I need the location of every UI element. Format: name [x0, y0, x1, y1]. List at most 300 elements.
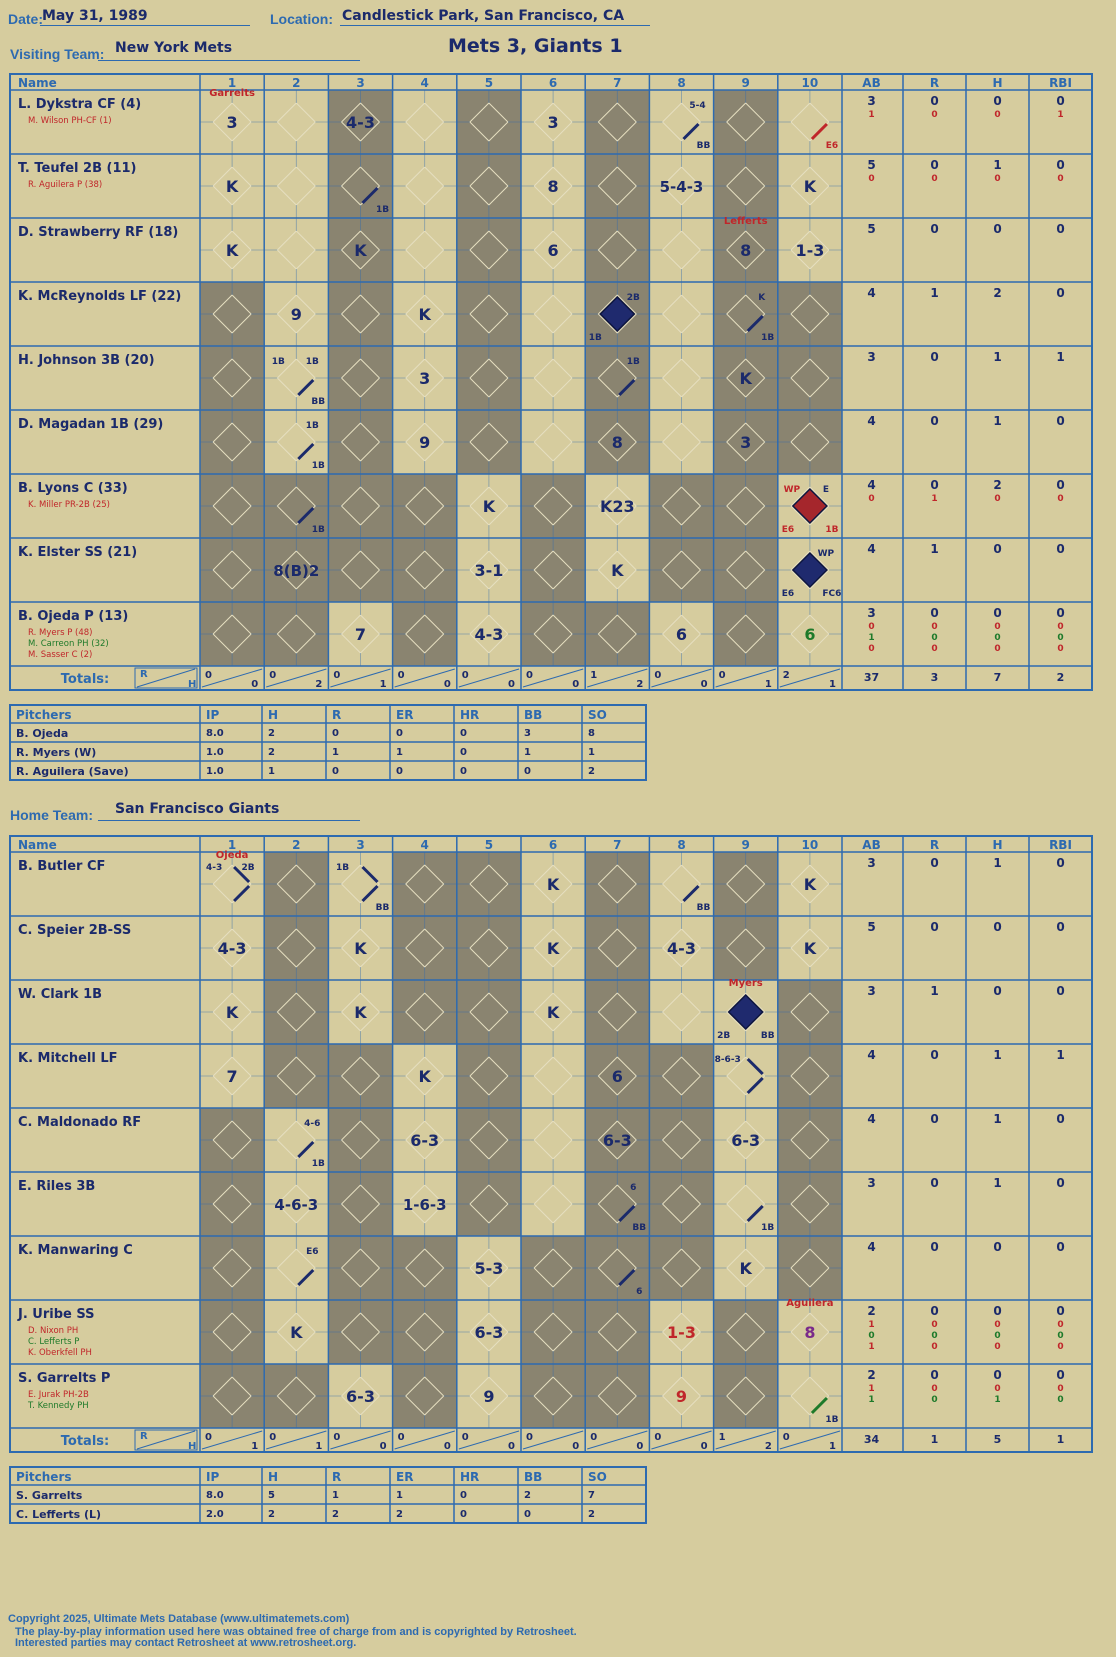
- play-annotation: E6: [781, 525, 795, 535]
- stat-header: AB: [862, 838, 881, 852]
- stat-value: 1: [930, 984, 939, 998]
- play-result: 6: [675, 625, 688, 644]
- home-team-name: San Francisco Giants: [115, 801, 280, 817]
- pitcher-stat: 1: [268, 766, 275, 777]
- play-result: 3: [226, 113, 238, 132]
- stat-value: 0: [993, 222, 1002, 236]
- inning-header: 2: [292, 76, 301, 90]
- stat-value: 1: [993, 1112, 1002, 1126]
- pitchers-header-cell: SO: [588, 1470, 607, 1484]
- inning-runs: 0: [205, 1432, 212, 1443]
- inning-runs: 0: [461, 1432, 469, 1443]
- player-name: B. Lyons C (33): [18, 481, 128, 496]
- player-name: K. Mitchell LF: [18, 1051, 118, 1066]
- pitcher-name: R. Myers (W): [16, 746, 97, 759]
- play-result: K: [354, 939, 367, 958]
- inning-hits: 2: [315, 679, 323, 690]
- inning-header: 6: [548, 76, 558, 90]
- stat-value: 0: [1056, 920, 1065, 934]
- inning-runs: 1: [590, 670, 598, 681]
- pitcher-stat: 0: [396, 728, 403, 739]
- player-name: L. Dykstra CF (4): [18, 97, 142, 112]
- play-annotation: E: [822, 485, 829, 495]
- stat-header: RBI: [1049, 838, 1072, 852]
- stat-value: 4: [867, 286, 876, 300]
- stat-value: 0: [1057, 622, 1064, 632]
- pitcher-stat: 1.0: [206, 747, 224, 758]
- stat-value: 0: [868, 622, 875, 632]
- stat-value: 1: [868, 110, 875, 120]
- stat-header: RBI: [1049, 76, 1072, 90]
- inning-hits: 0: [508, 1441, 515, 1452]
- stat-value: 0: [1057, 174, 1064, 184]
- total-stat: 1: [930, 1433, 939, 1446]
- name-column-header: Name: [18, 838, 57, 852]
- stat-value: 3: [867, 856, 876, 870]
- pitcher-stat: 2: [524, 1490, 531, 1501]
- totals-label: Totals:: [60, 672, 110, 687]
- stat-value: 0: [994, 1331, 1001, 1341]
- inning-header: 9: [741, 76, 750, 90]
- play-result: 5-4-3: [659, 178, 704, 196]
- pitcher-stat: 0: [332, 766, 339, 777]
- play-result: 8: [547, 177, 559, 196]
- stat-value: 4: [867, 414, 876, 428]
- pitchers-header-cell: Pitchers: [16, 708, 72, 722]
- total-stat: 2: [1056, 671, 1065, 684]
- inning-hits: 1: [829, 679, 836, 690]
- stat-value: 0: [994, 644, 1001, 654]
- play-annotation: 4-3: [205, 863, 223, 873]
- pitchers-header-cell: BB: [524, 708, 543, 722]
- inning-hits: 0: [379, 1441, 387, 1452]
- inning-header: 6: [548, 838, 558, 852]
- inning-runs: 0: [269, 1432, 277, 1443]
- stat-value: 1: [993, 350, 1002, 364]
- play-result: 6-3: [346, 1387, 375, 1406]
- play-annotation: 6: [636, 1287, 643, 1297]
- pitcher-stat: 8.0: [206, 728, 224, 739]
- stat-value: 0: [1056, 542, 1065, 556]
- play-annotation: 1B: [825, 525, 839, 535]
- total-stat: 34: [863, 1433, 880, 1446]
- hit-path: [748, 1206, 763, 1221]
- stat-header: H: [992, 838, 1003, 852]
- pitchers-header-cell: IP: [206, 708, 220, 722]
- play-result: 4-3: [667, 939, 696, 958]
- stat-value: 0: [994, 633, 1001, 643]
- play-annotation: WP: [783, 485, 801, 495]
- play-result: 4-3: [474, 625, 504, 644]
- substitute-name: M. Carreon PH (32): [28, 639, 109, 649]
- inning-header: 8: [677, 76, 686, 90]
- pitcher-stat: 0: [332, 728, 339, 739]
- pitchers-header-cell: HR: [460, 708, 480, 722]
- stat-value: 0: [931, 1395, 938, 1405]
- substitute-name: E. Jurak PH-2B: [28, 1390, 89, 1400]
- substitute-name: M. Wilson PH-CF (1): [28, 116, 112, 126]
- inning-hits: 0: [636, 1441, 644, 1452]
- play-result: K: [354, 241, 367, 260]
- inning-runs: 0: [397, 1432, 405, 1443]
- stat-value: 0: [993, 1240, 1002, 1254]
- inning-runs: 0: [333, 670, 341, 681]
- inning-hits: 2: [636, 679, 644, 690]
- play-annotation: 2B: [717, 1031, 731, 1041]
- stat-value: 0: [868, 494, 875, 504]
- play-annotation: K: [758, 293, 766, 303]
- total-stat: 3: [930, 671, 939, 684]
- pitcher-stat: 2: [396, 1509, 403, 1520]
- stat-value: 4: [867, 542, 876, 556]
- play-result: K: [546, 939, 560, 958]
- play-result: 8: [611, 433, 623, 452]
- play-result: 6-3: [602, 1131, 632, 1150]
- stat-value: 0: [930, 478, 939, 492]
- stat-value: 3: [867, 606, 876, 620]
- player-name: T. Teufel 2B (11): [18, 161, 137, 176]
- inning-header: 2: [292, 838, 301, 852]
- stat-value: 3: [867, 94, 876, 108]
- base-diamond: [727, 1185, 765, 1223]
- stat-value: 0: [994, 1320, 1001, 1330]
- pitcher-stat: 0: [396, 766, 403, 777]
- play-result: K: [546, 1003, 560, 1022]
- substitute-name: K. Oberkfell PH: [28, 1348, 92, 1358]
- play-annotation: 2B: [626, 293, 640, 303]
- stat-value: 0: [930, 920, 939, 934]
- game-date: May 31, 1989: [42, 8, 148, 24]
- inning-runs: 0: [205, 670, 212, 681]
- rh-legend-r: R: [140, 1431, 148, 1442]
- play-result: 3-1: [474, 561, 504, 580]
- stat-value: 0: [994, 1384, 1001, 1394]
- play-annotation: 1B: [305, 421, 319, 431]
- stat-value: 4: [867, 1240, 876, 1254]
- player-name: S. Garrelts P: [18, 1371, 111, 1386]
- pitcher-change-note: Ojeda: [215, 850, 249, 861]
- play-annotation: E6: [306, 1247, 319, 1257]
- stat-value: 0: [1056, 856, 1065, 870]
- stat-value: 4: [867, 478, 876, 492]
- play-result: 7: [354, 625, 367, 644]
- substitute-name: D. Nixon PH: [28, 1326, 79, 1336]
- stat-value: 0: [1056, 158, 1065, 172]
- play-result: K: [803, 875, 817, 894]
- inning-hits: 0: [700, 1441, 708, 1452]
- inning-hits: 0: [700, 679, 708, 690]
- inning-header: 3: [356, 838, 365, 852]
- stat-value: 0: [1056, 1240, 1065, 1254]
- player-name: C. Maldonado RF: [18, 1115, 142, 1130]
- pitcher-change-note: Lefferts: [723, 216, 768, 227]
- pitchers-header-cell: SO: [588, 708, 607, 722]
- pitcher-stat: 1: [524, 747, 531, 758]
- stat-value: 0: [930, 1112, 939, 1126]
- play-annotation: 8-6-3: [714, 1055, 741, 1065]
- player-name: H. Johnson 3B (20): [18, 353, 155, 368]
- inning-runs: 0: [461, 670, 469, 681]
- stat-value: 0: [994, 1342, 1001, 1352]
- play-annotation: BB: [760, 1031, 775, 1041]
- pitcher-stat: 1: [588, 747, 595, 758]
- stat-value: 0: [994, 622, 1001, 632]
- pitcher-name: C. Lefferts (L): [16, 1508, 102, 1521]
- player-name: J. Uribe SS: [18, 1307, 95, 1322]
- play-result: K: [225, 177, 239, 196]
- inning-runs: 0: [718, 670, 726, 681]
- play-result: K: [803, 939, 817, 958]
- stat-value: 0: [930, 222, 939, 236]
- pitcher-stat: 1: [332, 747, 339, 758]
- play-annotation: 1B: [311, 1159, 325, 1169]
- stat-value: 1: [868, 1320, 875, 1330]
- stat-value: 1: [993, 856, 1002, 870]
- stat-value: 1: [994, 1395, 1001, 1405]
- play-annotation: 1B: [375, 205, 390, 215]
- play-annotation: FC6: [822, 589, 842, 599]
- stat-value: 1: [993, 414, 1002, 428]
- play-result: K: [225, 1003, 239, 1022]
- visiting-team-name: New York Mets: [115, 40, 233, 56]
- substitute-name: T. Kennedy PH: [28, 1401, 89, 1411]
- inning-runs: 0: [526, 1432, 533, 1443]
- inning-runs: 0: [654, 670, 662, 681]
- play-annotation: 1B: [761, 333, 775, 343]
- stat-value: 0: [994, 494, 1001, 504]
- inning-header: 8: [677, 838, 686, 852]
- pitchers-header-cell: R: [332, 1470, 342, 1484]
- rh-legend-h: H: [188, 679, 197, 690]
- play-annotation: BB: [696, 141, 711, 151]
- play-result: 6-3: [474, 1323, 504, 1342]
- play-annotation: 1B: [271, 357, 285, 367]
- play-annotation: WP: [817, 549, 835, 559]
- inning-header: 1: [227, 838, 237, 852]
- stat-value: 0: [1057, 1320, 1064, 1330]
- location-label: Location:: [270, 11, 333, 27]
- play-result: 6: [547, 241, 559, 260]
- play-annotation: 1B: [626, 357, 640, 367]
- pitchers-header-cell: ER: [396, 1470, 414, 1484]
- substitute-name: M. Sasser C (2): [28, 650, 93, 660]
- name-column-header: Name: [18, 76, 57, 90]
- play-result: 4-3: [346, 113, 375, 132]
- home-team-label: Home Team:: [10, 807, 93, 823]
- stat-value: 0: [930, 350, 939, 364]
- stat-value: 0: [930, 1176, 939, 1190]
- stat-value: 0: [1056, 984, 1065, 998]
- game-location: Candlestick Park, San Francisco, CA: [342, 8, 625, 24]
- inning-runs: 2: [782, 670, 790, 681]
- pitcher-stat: 5: [268, 1490, 275, 1501]
- play-annotation: BB: [311, 397, 326, 407]
- play-result: K23: [599, 497, 635, 516]
- pitcher-stat: 8.0: [206, 1490, 224, 1501]
- stat-value: 1: [868, 633, 875, 643]
- play-result: 5-3: [474, 1259, 504, 1278]
- player-name: D. Magadan 1B (29): [18, 417, 164, 432]
- stat-value: 0: [993, 1368, 1002, 1382]
- stat-value: 5: [867, 222, 876, 236]
- play-annotation: 1B: [311, 525, 325, 535]
- pitcher-change-note: Garrelts: [209, 88, 255, 99]
- stat-value: 0: [931, 1320, 938, 1330]
- pitchers-header-cell: H: [268, 1470, 279, 1484]
- visiting-team-label: Visiting Team:: [10, 46, 105, 62]
- diamond-guide: [714, 1044, 778, 1108]
- stat-value: 0: [993, 542, 1002, 556]
- pitcher-stat: 1: [396, 747, 403, 758]
- inning-hits: 1: [315, 1441, 323, 1452]
- play-annotation: BB: [632, 1223, 647, 1233]
- date-label: Date:: [8, 11, 44, 27]
- stat-header: R: [929, 838, 940, 852]
- stat-value: 0: [1056, 1368, 1065, 1382]
- stat-value: 0: [1057, 1342, 1064, 1352]
- pitchers-header-cell: Pitchers: [16, 1470, 72, 1484]
- stat-value: 2: [993, 478, 1002, 492]
- inning-hits: 1: [251, 1441, 259, 1452]
- stat-value: 0: [931, 174, 938, 184]
- inning-header: 7: [613, 838, 622, 852]
- play-annotation: 1B: [761, 1223, 775, 1233]
- play-result: 8: [804, 1323, 816, 1342]
- play-result: 6-3: [731, 1131, 761, 1150]
- pitcher-stat: 2: [268, 728, 275, 739]
- play-result: 9: [483, 1387, 495, 1406]
- stat-value: 0: [930, 1304, 939, 1318]
- stat-value: 0: [993, 984, 1002, 998]
- play-result: K: [739, 1259, 752, 1278]
- player-name: W. Clark 1B: [18, 987, 103, 1002]
- stat-value: 1: [931, 494, 938, 504]
- stat-value: 0: [868, 1331, 875, 1341]
- pitcher-stat: 2: [268, 747, 275, 758]
- stat-value: 0: [1056, 1304, 1065, 1318]
- play-result: 1-3: [667, 1323, 696, 1342]
- stat-value: 0: [993, 606, 1002, 620]
- stat-value: 1: [868, 1384, 875, 1394]
- play-annotation: 6: [630, 1183, 637, 1193]
- stat-value: 0: [931, 644, 938, 654]
- play-result: K: [739, 369, 752, 388]
- total-stat: 7: [993, 671, 1002, 684]
- stat-value: 0: [931, 622, 938, 632]
- stat-value: 3: [867, 984, 876, 998]
- inning-hits: 0: [251, 679, 259, 690]
- pitcher-stat: 2.0: [206, 1509, 224, 1520]
- inning-runs: 0: [590, 1432, 598, 1443]
- play-annotation: 1B: [305, 357, 319, 367]
- stat-value: 5: [867, 158, 876, 172]
- inning-hits: 0: [443, 1441, 451, 1452]
- substitute-name: C. Lefferts P: [28, 1337, 80, 1347]
- substitute-name: K. Miller PR-2B (25): [28, 500, 110, 510]
- inning-runs: 0: [269, 670, 277, 681]
- stat-value: 0: [994, 174, 1001, 184]
- pitcher-name: B. Ojeda: [16, 727, 69, 740]
- play-annotation: 2B: [241, 863, 255, 873]
- base-diamond: [791, 1377, 829, 1415]
- totals-label: Totals:: [60, 1434, 110, 1449]
- stat-value: 1: [930, 286, 939, 300]
- stat-value: 2: [993, 286, 1002, 300]
- inning-runs: 0: [782, 1432, 790, 1443]
- inning-header: 3: [356, 76, 365, 90]
- footer-contact: Interested parties may contact Retrosheet at www.retrosheet.org.: [15, 1637, 357, 1649]
- stat-value: 0: [930, 94, 939, 108]
- stat-value: 0: [1056, 1112, 1065, 1126]
- stat-value: 0: [1057, 633, 1064, 643]
- pitcher-stat: 3: [524, 728, 531, 739]
- stat-value: 0: [1056, 414, 1065, 428]
- stat-value: 0: [930, 158, 939, 172]
- play-annotation: 4-6: [304, 1119, 321, 1129]
- inning-hits: 0: [443, 679, 451, 690]
- inning-header: 4: [420, 76, 429, 90]
- pitcher-change-note: Aguilera: [786, 1298, 834, 1309]
- stat-value: 2: [867, 1368, 876, 1382]
- play-annotation: E6: [781, 589, 795, 599]
- inning-hits: 1: [829, 1441, 836, 1452]
- play-result: 8: [740, 241, 752, 260]
- stat-value: 3: [867, 1176, 876, 1190]
- inning-header: 1: [227, 76, 237, 90]
- play-result: 7: [226, 1067, 238, 1086]
- pitcher-stat: 7: [588, 1490, 595, 1501]
- stat-value: 0: [931, 1384, 938, 1394]
- stat-value: 0: [993, 94, 1002, 108]
- substitute-name: R. Aguilera P (38): [28, 180, 103, 190]
- run-scored-diamond: [729, 995, 763, 1029]
- substitute-name: R. Myers P (48): [28, 628, 93, 638]
- pitcher-stat: 0: [460, 766, 467, 777]
- pitcher-stat: 0: [460, 1509, 467, 1520]
- stat-value: 0: [993, 1304, 1002, 1318]
- pitchers-border: [10, 1467, 646, 1523]
- stat-value: 0: [993, 920, 1002, 934]
- stat-header: AB: [862, 76, 881, 90]
- pitcher-stat: 1: [332, 1490, 339, 1501]
- inning-runs: 1: [718, 1432, 726, 1443]
- inning-header: 10: [801, 838, 819, 852]
- stat-header: R: [929, 76, 940, 90]
- stat-value: 0: [931, 110, 938, 120]
- inning-header: 10: [801, 76, 819, 90]
- player-name: B. Butler CF: [18, 859, 106, 874]
- rh-legend-r: R: [140, 669, 148, 680]
- player-name: B. Ojeda P (13): [18, 609, 129, 624]
- stat-value: 0: [1056, 606, 1065, 620]
- stat-value: 0: [931, 1342, 938, 1352]
- pitcher-stat: 0: [460, 747, 467, 758]
- pitcher-stat: 0: [460, 1490, 467, 1501]
- inning-header: 9: [741, 838, 750, 852]
- play-annotation: 1B: [588, 333, 602, 343]
- pitchers-header-cell: ER: [396, 708, 414, 722]
- play-annotation: 5-4: [689, 101, 706, 111]
- hit-path: [748, 1078, 763, 1093]
- inning-runs: 0: [333, 1432, 341, 1443]
- play-annotation: 1B: [825, 1415, 839, 1425]
- play-annotation: E6: [825, 141, 839, 151]
- stat-value: 0: [930, 856, 939, 870]
- play-result: 9: [290, 305, 302, 324]
- stat-value: 1: [993, 1176, 1002, 1190]
- pitchers-header-cell: R: [332, 708, 342, 722]
- play-result: 6: [611, 1067, 623, 1086]
